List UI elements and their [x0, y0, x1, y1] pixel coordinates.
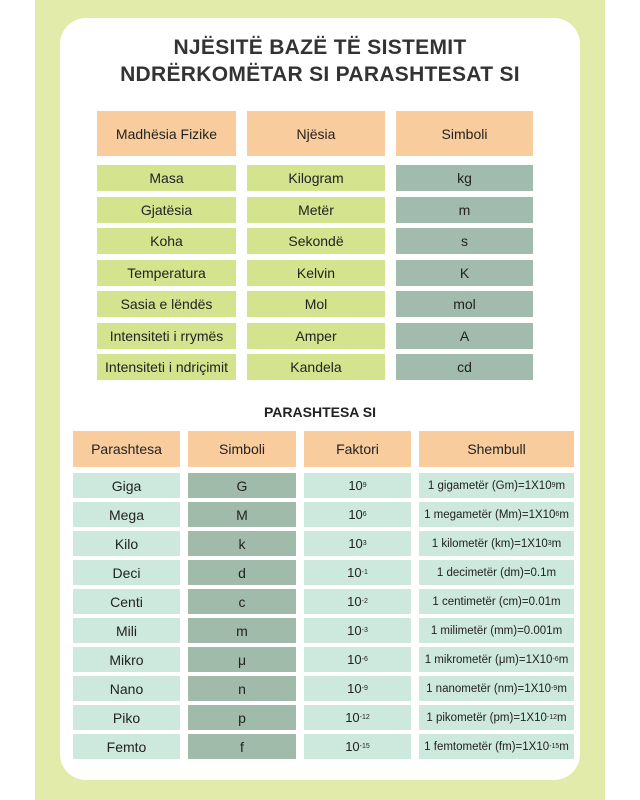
- example-unit: m: [555, 479, 566, 492]
- example-text: 1 centimetër (cm): [432, 595, 522, 608]
- factor-cell: 10 -1: [304, 560, 411, 585]
- factor-cell: 10 -2: [304, 589, 411, 614]
- prefix-name-cell: Femto: [73, 734, 180, 759]
- factor-cell: 10 -9: [304, 676, 411, 701]
- example-value: 1X10: [522, 740, 550, 753]
- prefix-name-cell: Nano: [73, 676, 180, 701]
- factor-base: 10: [347, 623, 362, 638]
- prefix-name-cell: Mega: [73, 502, 180, 527]
- quantity-cell: Intensiteti i rrymës: [97, 323, 236, 349]
- prefix-symbol-cell: m: [188, 618, 296, 643]
- title-line-2: NDRËRKOMËTAR SI PARASHTESAT SI: [120, 63, 520, 86]
- example-value: 0.01m: [528, 595, 561, 608]
- factor-cell: 10 9: [304, 473, 411, 498]
- prefix-name-cell: Kilo: [73, 531, 180, 556]
- example-unit: m: [557, 682, 567, 695]
- symbol-cell: cd: [396, 354, 533, 380]
- prefix-name-cell: Piko: [73, 705, 180, 730]
- example-cell: 1 gigametër (Gm) = 1X10 9 m: [419, 473, 574, 498]
- example-cell: 1 megametër (Mm) = 1X10 6 m: [419, 502, 574, 527]
- header-quantity: Madhësia Fizike: [97, 111, 236, 156]
- prefix-symbol-cell: M: [188, 502, 296, 527]
- example-equals: =: [521, 595, 529, 608]
- factor-base: 10: [347, 594, 362, 609]
- quantity-cell: Gjatësia: [97, 197, 236, 223]
- prefix-symbol-cell: f: [188, 734, 296, 759]
- symbol-cell: s: [396, 228, 533, 254]
- unit-cell: Sekondë: [247, 228, 385, 254]
- prefix-symbol-cell: p: [188, 705, 296, 730]
- example-text: 1 femtometër (fm): [424, 740, 516, 753]
- example-value: 1X10: [520, 537, 548, 550]
- prefix-symbol-cell: n: [188, 676, 296, 701]
- example-text: 1 nanometër (nm): [426, 682, 518, 695]
- quantity-cell: Masa: [97, 165, 236, 191]
- example-value: 1X10: [520, 711, 547, 724]
- example-value: 0.001m: [523, 624, 563, 637]
- symbol-cell: m: [396, 197, 533, 223]
- prefix-name-cell: Mili: [73, 618, 180, 643]
- symbol-cell: A: [396, 323, 533, 349]
- prefix-name-cell: Mikro: [73, 647, 180, 672]
- factor-cell: 10 -6: [304, 647, 411, 672]
- factor-cell: 10 -12: [304, 705, 411, 730]
- quantity-cell: Intensiteti i ndriçimit: [97, 354, 236, 380]
- example-cell: 1 femtometër (fm) = 1X10 -15 m: [419, 734, 574, 759]
- example-cell: [419, 618, 574, 643]
- prefix-symbol-cell: μ: [188, 647, 296, 672]
- unit-cell: Kilogram: [247, 165, 385, 191]
- factor-base: 10: [347, 652, 362, 667]
- example-equals: =: [513, 711, 521, 724]
- factor-base: 10: [347, 565, 362, 580]
- example-value: 1X10: [525, 653, 553, 666]
- example-value: 1X10: [524, 682, 552, 695]
- prefix-symbol-cell: c: [188, 589, 296, 614]
- prefix-symbol-cell: d: [188, 560, 296, 585]
- example-cell: [419, 589, 574, 614]
- header-unit: Njësia: [247, 111, 385, 156]
- example-cell: 1 nanometër (nm) = 1X10 -9 m: [419, 676, 574, 701]
- unit-cell: Mol: [247, 291, 385, 317]
- prefix-subtitle: PARASHTESA SI: [263, 404, 376, 420]
- example-text: 1 pikometër (pm): [426, 711, 514, 724]
- example-unit: m: [559, 740, 569, 753]
- prefix-name-cell: Deci: [73, 560, 180, 585]
- example-unit: m: [557, 711, 567, 724]
- factor-base: 10: [348, 536, 363, 551]
- example-text: 1 megametër (Mm): [424, 508, 522, 521]
- factor-cell: 10 -3: [304, 618, 411, 643]
- unit-cell: Metër: [247, 197, 385, 223]
- example-equals: =: [518, 479, 525, 492]
- quantity-cell: Koha: [97, 228, 236, 254]
- unit-cell: Kandela: [247, 354, 385, 380]
- prefix-name-cell: Giga: [73, 473, 180, 498]
- factor-base: 10: [345, 739, 360, 754]
- factor-base: 10: [348, 507, 363, 522]
- factor-cell: 10 -15: [304, 734, 411, 759]
- unit-cell: Kelvin: [247, 260, 385, 286]
- title-line-1: NJËSITË BAZË TË SISTEMIT: [173, 36, 467, 59]
- factor-cell: 10 3: [304, 531, 411, 556]
- prefix-symbol-cell: G: [188, 473, 296, 498]
- prefix-name-cell: Centi: [73, 589, 180, 614]
- quantity-cell: Sasia e lëndës: [97, 291, 236, 317]
- quantity-cell: Temperatura: [97, 260, 236, 286]
- page-title: [60, 34, 580, 88]
- example-cell: [419, 560, 574, 585]
- symbol-cell: K: [396, 260, 533, 286]
- example-equals: =: [523, 566, 531, 579]
- example-cell: 1 mikrometër (μm) = 1X10 -6 m: [419, 647, 574, 672]
- header-prefix: Parashtesa: [73, 431, 180, 467]
- factor-cell: 10 6: [304, 502, 411, 527]
- example-text: 1 mikrometër (μm): [424, 653, 519, 666]
- example-value: 0.1m: [530, 566, 557, 579]
- example-text: 1 kilometër (km): [431, 537, 515, 550]
- example-text: 1 gigametër (Gm): [427, 479, 519, 492]
- factor-base: 10: [348, 478, 363, 493]
- unit-cell: Amper: [247, 323, 385, 349]
- example-unit: m: [559, 508, 569, 521]
- prefix-symbol-cell: k: [188, 531, 296, 556]
- example-unit: m: [558, 653, 569, 666]
- example-equals: =: [518, 653, 526, 666]
- example-text: 1 decimetër (dm): [436, 566, 524, 579]
- example-equals: =: [517, 624, 524, 637]
- example-cell: 1 pikometër (pm) = 1X10 -12 m: [419, 705, 574, 730]
- header-factor: Faktori: [304, 431, 411, 467]
- header-example: Shembull: [419, 431, 574, 467]
- example-equals: =: [521, 508, 529, 521]
- header-prefix-symbol: Simboli: [188, 431, 296, 467]
- example-equals: =: [515, 740, 523, 753]
- symbol-cell: mol: [396, 291, 533, 317]
- example-cell: 1 kilometër (km) = 1X10 3 m: [419, 531, 574, 556]
- example-equals: =: [517, 682, 525, 695]
- example-value: 1X10: [528, 508, 556, 521]
- example-text: 1 milimetër (mm): [430, 624, 518, 637]
- example-equals: =: [514, 537, 521, 550]
- symbol-cell: kg: [396, 165, 533, 191]
- example-value: 1X10: [524, 479, 552, 492]
- example-unit: m: [551, 537, 562, 550]
- factor-base: 10: [347, 681, 362, 696]
- header-symbol: Simboli: [396, 111, 533, 156]
- factor-base: 10: [345, 710, 360, 725]
